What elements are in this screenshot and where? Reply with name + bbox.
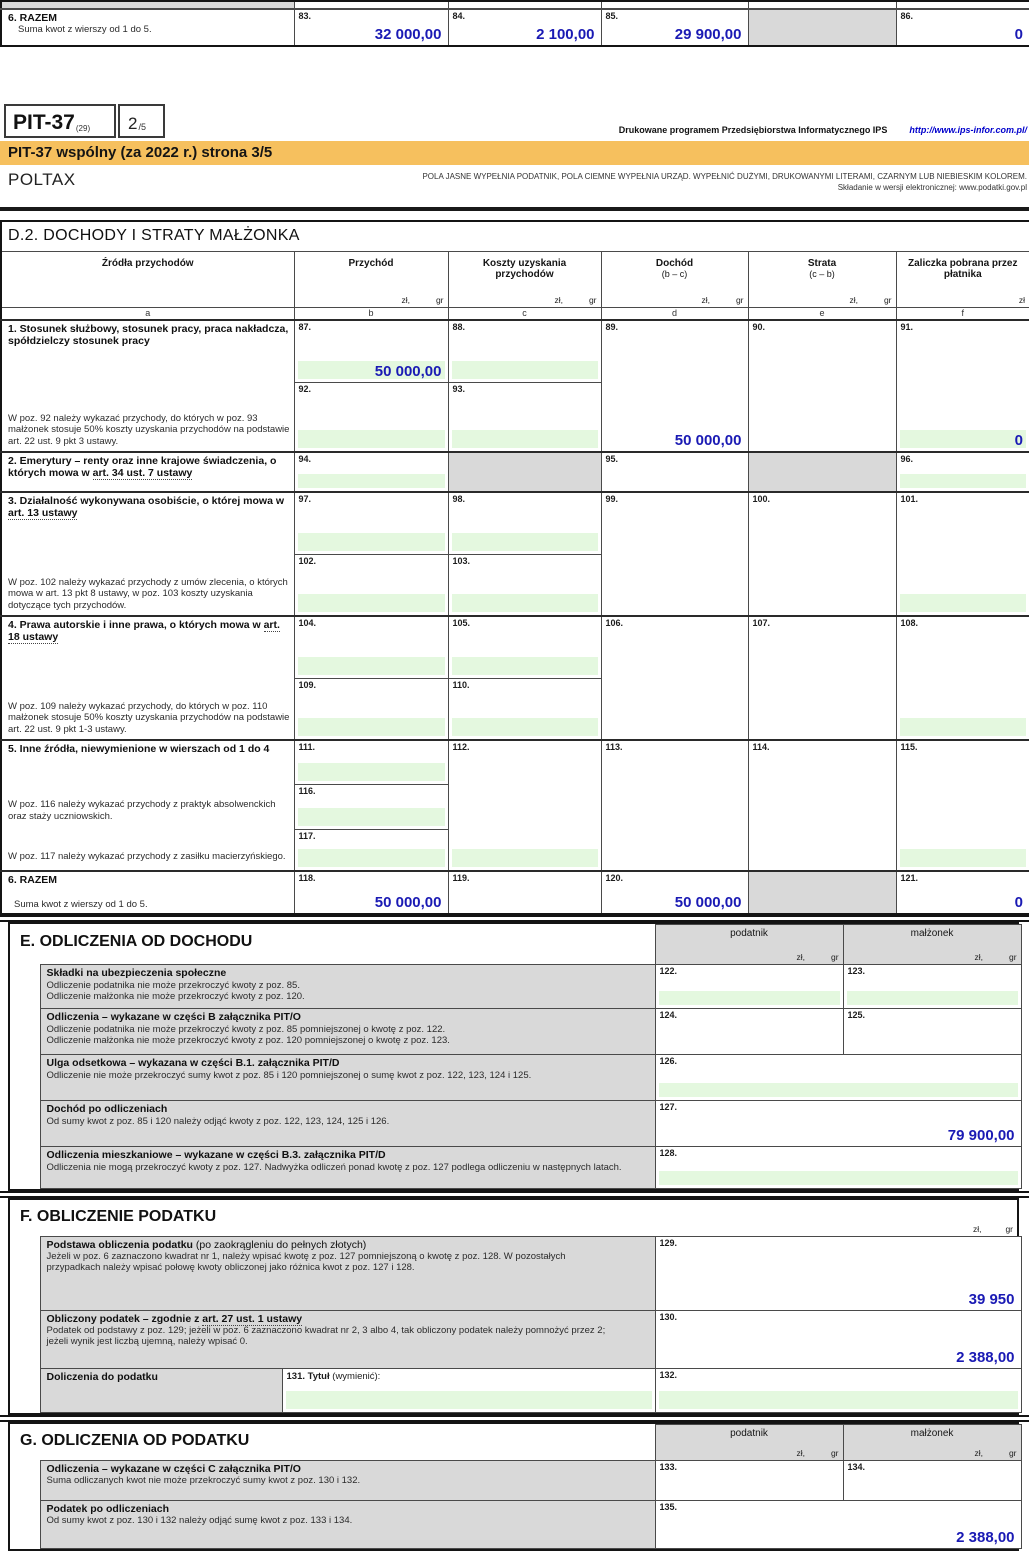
row-title: Podstawa obliczenia podatku (po zaokrągleniu do pełnych złotych) [46,1238,367,1251]
input-strip [298,657,445,675]
col-letter-c: c [448,307,601,320]
row-note: W poz. 102 należy wykazać przychody z umów zlecenia, o których mowa w art. 13 pkt 8 ustawy, w poz. 103 koszty uzyskania dotyczące tych przychodów. [8,576,288,611]
field-number: 110. [452,679,470,690]
row-note: Suma odliczanych kwot nie może przekroczyć sumy kwot z poz. 130 i 132. [46,1475,361,1487]
row-note: Odliczenie małżonka nie może przekroczyć kwoty z poz. 120. [46,990,305,1002]
field-number: 92. [298,383,312,394]
field-number: 129. [659,1237,678,1248]
field-110[interactable] [448,678,601,740]
field-91[interactable] [896,320,1029,452]
input-strip [452,430,598,448]
e-row5-label [40,1147,655,1189]
input-strip [900,594,1027,612]
field-102[interactable] [294,554,448,616]
field-88[interactable] [448,320,601,382]
d1-strip-f[interactable] [896,1,1029,9]
field-number: 89. [605,322,619,332]
e-row2-label [40,1009,655,1055]
field-number: 125. [847,1010,866,1020]
row-title: 2. Emerytury – renty oraz inne krajowe świadczenia, o których mowa w art. 34 ust. 7 ustawy [8,455,277,480]
f-row3-label [40,1368,282,1412]
row-note: Odliczenie nie może przekroczyć sumy kwot z poz. 85 i 120 pomniejszonej o sumę kwot z poz. 122, 123, 124 i 125. [46,1069,532,1081]
gutter [10,1368,40,1412]
field-value: 79 900,00 [947,1127,1015,1144]
input-strip [900,474,1027,488]
field-number: 98. [452,494,466,504]
row-title: Odliczenia – wykazane w części C załącznika PIT/O [46,1462,301,1475]
field-number: 94. [298,454,312,464]
field-value: 2 100,00 [536,26,595,43]
d2-row5-label [1,740,294,871]
law-reference: art. 18 ustawy [8,619,280,644]
razem-title: 6. RAZEM [8,12,58,24]
field-number: 113. [605,742,623,752]
column-header-podatnik: podatnik zł, gr [655,925,843,965]
e-row3-label [40,1055,655,1101]
row-note: Jeżeli w poz. 6 zaznaczono kwadrat nr 1, należy wpisać kwotę z poz. 127 pomniejszoną o kwotę z poz. 128. W pozostałych przypadkach należy wpisać połowę kwoty obliczonej jako różnica kwot z poz. 127 i 128. [46,1251,566,1274]
d1-strip-d [601,1,748,9]
field-87[interactable] [294,320,448,382]
row-note: W poz. 117 należy wykazać przychody z zasiłku macierzyńskiego. [8,850,286,862]
field-number: 114. [752,742,770,752]
d1-table-fragment [0,0,1029,47]
print-info-row [619,125,1027,135]
field-132[interactable] [655,1368,1021,1412]
field-number: 108. [900,618,919,628]
gutter [10,1101,40,1147]
field-number: 122. [659,966,678,976]
field-131[interactable] [282,1368,655,1412]
razem-subtitle: Suma kwot z wierszy od 1 do 5. [18,24,152,36]
section-e [8,922,1019,1191]
input-strip [659,991,840,1005]
field-number: 103. [452,555,471,566]
field-number: 87. [298,322,312,332]
field-97[interactable] [294,492,448,554]
blocked-cell [748,452,896,492]
field-119 [448,871,601,914]
field-number: 135. [659,1501,678,1512]
field-number: 85. [605,11,619,21]
field-number: 134. [847,1461,866,1472]
efiling-note: Składanie w wersji elektronicznej: www.podatki.gov.pl [837,183,1027,192]
fill-instructions-line1: POLA JASNE WYPEŁNIA PODATNIK, POLA CIEMNE WYPEŁNIA URZĄD. WYPEŁNIĆ DUŻYMI, DRUKOWANYMI LITERAMI, CZARNYM LUB NIEBIESKIM KOLOREM. [422,172,1027,181]
row-note: Od sumy kwot z poz. 130 i 132 należy odjąć sumę kwot z poz. 133 i 134. [46,1515,353,1527]
field-134 [843,1460,1021,1500]
field-number: 124. [659,1010,678,1020]
input-strip [900,849,1027,867]
d1-razem-row [1,9,1029,46]
row-title: 5. Inne źródła, niewymienione w wierszach od 1 do 4 [8,743,270,755]
field-number: 133. [659,1461,678,1472]
col-letter-a: a [1,307,294,320]
field-123[interactable] [843,965,1021,1009]
field-number: 120. [605,873,624,883]
e-row1-label [40,965,655,1009]
law-reference: art. 13 ustawy [8,507,78,520]
field-number: 126. [659,1056,678,1066]
field-number: 107. [752,618,771,628]
field-128[interactable] [655,1147,1021,1189]
column-header-strata: Strata (c – b) zł, gr [748,251,896,307]
field-number: 84. [452,11,466,21]
field-122[interactable] [655,965,843,1009]
gutter [10,1009,40,1055]
g-row1-label [40,1460,655,1500]
field-86 [896,9,1029,46]
field-90 [748,320,896,452]
d1-strip-e [748,1,896,9]
input-strip [659,1391,1018,1409]
field-112[interactable] [448,740,601,871]
field-number: 90. [752,322,766,332]
section-rule [0,207,1029,211]
row-title: Podatek po odliczeniach [46,1502,170,1515]
field-104[interactable] [294,616,448,678]
field-92[interactable] [294,382,448,452]
fill-instructions [167,171,1027,193]
field-number: 95. [605,454,619,464]
gutter [10,1310,40,1368]
field-number: 99. [605,494,619,504]
row-note: Odliczenie małżonka nie może przekroczyć kwoty z poz. 120 pomniejszonej o kwotę z poz. 123. [46,1034,450,1046]
input-strip [452,718,598,736]
d1-strip-label [1,1,294,9]
field-number: 117. [298,830,316,841]
input-strip [452,533,598,551]
input-strip [847,991,1018,1005]
input-strip [298,808,445,826]
d1-strip-b[interactable] [294,1,448,9]
gutter [10,1460,40,1500]
field-98[interactable] [448,492,601,554]
field-number: 112. [452,742,470,752]
razem-title: 6. RAZEM [8,874,58,886]
field-126[interactable] [655,1055,1021,1101]
input-strip [900,718,1027,736]
column-header-zaliczka: Zaliczka pobrana przez płatnika zł [896,251,1029,307]
field-number: 123. [847,966,866,976]
section-f-title: F. OBLICZENIE PODATKU [20,1208,217,1225]
input-strip [659,1083,1018,1097]
field-111[interactable] [294,740,448,784]
section-e-title: E. ODLICZENIA OD DOCHODU [20,932,253,950]
column-header-zrodla: Źródła przychodów [1,251,294,307]
print-url-link[interactable]: http://www.ips-infor.com.pl/ [909,125,1027,135]
col-letter-f: f [896,307,1029,320]
field-133 [655,1460,843,1500]
field-120 [601,871,748,914]
row-note: W poz. 109 należy wykazać przychody, do których w poz. 110 małżonek stosuje 50% koszty uzyskania przychodów na podstawie art. 22 ust. 9 pkt 1-3 ustawy. [8,700,290,735]
field-125 [843,1009,1021,1055]
d2-section-title: D.2. DOCHODY I STRATY MAŁŻONKA [1,221,1029,251]
field-131-caption: 131. Tytuł (wymienić): [286,1370,381,1382]
f-row2-label [40,1310,655,1368]
section-f [8,1198,1019,1415]
column-header-przychod: Przychód zł, gr [294,251,448,307]
d2-column-headers [1,251,1029,307]
gutter [10,1147,40,1189]
field-number: 115. [900,742,918,752]
field-101[interactable] [896,492,1029,616]
input-strip [452,657,598,675]
input-strip [659,1171,1018,1185]
field-value: 29 900,00 [674,26,742,43]
row-title: Doliczenia do podatku [46,1370,158,1383]
e-row4-label [40,1101,655,1147]
d2-letter-row [1,307,1029,320]
field-130 [655,1310,1021,1368]
field-value: 39 950 [968,1290,1015,1308]
input-strip [298,594,445,612]
field-value: 50 000,00 [674,894,742,911]
row-title: Obliczony podatek – zgodnie z art. 27 ust. 1 ustawy [46,1312,303,1325]
form-banner: PIT-37 wspólny (za 2022 r.) strona 3/5 [0,141,1029,165]
field-value: 0 [1014,894,1023,911]
col-letter-e: e [748,307,896,320]
field-115[interactable] [896,740,1029,871]
col-letter-b: b [294,307,448,320]
section-g [8,1422,1019,1551]
field-127 [655,1101,1021,1147]
field-value: 50 000,00 [674,432,742,449]
column-header-podatnik: podatnik zł, gr [655,1424,843,1460]
page-total: /5 [138,122,146,132]
row-note: Podatek od podstawy z poz. 129; jeżeli w poz. 6 zaznaczono kwadrat nr 2, 3 albo 4, tak obliczony podatek należy pomnożyć przez 2; jeżeli wynik jest liczbą ujemną, należy wpisać 0. [46,1325,606,1348]
field-96[interactable] [896,452,1029,492]
field-number: 119. [452,873,470,883]
row-title: 1. Stosunek służbowy, stosunek pracy, praca nakładcza, spółdzielczy stosunek pracy [8,323,289,348]
field-109[interactable] [294,678,448,740]
input-strip [298,430,445,448]
input-strip [298,849,445,867]
field-value: 0 [1014,26,1023,43]
field-number: 86. [900,11,914,21]
input-strip [298,763,445,781]
page-number: 2 [128,114,138,133]
print-note: Drukowane programem Przedsiębiorstwa Informatycznego IPS [618,125,888,135]
field-105[interactable] [448,616,601,678]
blocked-cell [748,871,896,914]
field-114 [748,740,896,871]
row-note: Odliczenie podatnika nie może przekroczyć kwoty z poz. 85 pomniejszonej o kwotę z poz. 122. [46,1023,446,1035]
field-124 [655,1009,843,1055]
row-title: Ulga odsetkowa – wykazana w części B.1. załącznika PIT/D [46,1057,340,1069]
field-number: 93. [452,383,466,394]
column-header-koszty: Koszty uzyskania przychodów zł, gr [448,251,601,307]
f-units: zł, gr [972,1223,1013,1234]
d2-razem-label [1,871,294,914]
row-title: 4. Prawa autorskie i inne prawa, o których mowa w art. 18 ustawy [8,619,280,644]
field-117[interactable] [294,829,448,871]
field-number: 102. [298,555,317,566]
gutter [10,1055,40,1101]
page-number-box [118,104,165,138]
field-value: 2 388,00 [956,1348,1015,1366]
column-header-dochod: Dochód (b – c) zł, gr [601,251,748,307]
law-reference: art. 27 ust. 1 ustawy [202,1312,303,1325]
razem-subtitle: Suma kwot z wierszy od 1 do 5. [14,898,148,910]
gutter [10,965,40,1009]
field-84 [448,9,601,46]
field-number: 105. [452,618,471,628]
field-number: 106. [605,618,624,628]
field-106 [601,616,748,740]
input-strip [286,1391,652,1409]
field-94[interactable] [294,452,448,492]
row-title: Odliczenia – wykazane w części B załącznika PIT/O [46,1011,301,1023]
law-reference: art. 34 ust. 7 ustawy [92,467,193,480]
field-number: 118. [298,873,316,883]
row-title: Odliczenia mieszkaniowe – wykazane w części B.3. załącznika PIT/D [46,1149,386,1161]
field-number: 127. [659,1102,678,1112]
row-title: Składki na ubezpieczenia społeczne [46,967,227,979]
f-row1-label [40,1236,655,1310]
field-83 [294,9,448,46]
field-85 [601,9,748,46]
blocked-cell [448,452,601,492]
field-89 [601,320,748,452]
field-number: 111. [298,742,316,752]
field-100 [748,492,896,616]
field-99 [601,492,748,616]
form-variant: (29) [75,124,91,133]
field-103[interactable] [448,554,601,616]
g-row2-label [40,1500,655,1548]
row-note: W poz. 116 należy wykazać przychody z praktyk absolwenckich oraz staży uczniowskich. [8,799,276,822]
field-93[interactable] [448,382,601,452]
field-129 [655,1236,1021,1310]
row-note: Odliczenie podatnika nie może przekroczyć kwoty z poz. 85. [46,979,300,991]
input-strip [298,474,445,488]
blocked-cell [748,9,896,46]
d1-razem-label [1,9,294,46]
input-strip [298,718,445,736]
input-strip [452,361,598,379]
field-113 [601,740,748,871]
field-116[interactable] [294,784,448,829]
d2-table [0,220,1029,915]
field-number: 130. [659,1311,678,1322]
field-number: 121. [900,873,919,883]
field-95 [601,452,748,492]
col-letter-d: d [601,307,748,320]
field-value: 50 000,00 [374,894,442,911]
input-strip [452,594,598,612]
field-value: 50 000,00 [374,362,442,380]
column-header-malzonek: małżonek zł, gr [843,925,1021,965]
gutter [10,1500,40,1548]
row-note: W poz. 92 należy wykazać przychody, do których w poz. 93 małżonek stosuje 50% koszty uzyskania przychodów na podstawie art. 22 ust. 9 pkt 3 ustawy. [8,412,290,447]
d2-row3-label [1,492,294,616]
poltax-label: POLTAX [8,170,76,189]
field-number: 109. [298,679,317,690]
field-value: 32 000,00 [374,26,442,43]
d2-row2-label [1,452,294,492]
input-strip [298,533,445,551]
section-divider [0,1191,1029,1198]
field-number: 104. [298,618,317,628]
section-g-title: G. ODLICZENIA OD PODATKU [20,1432,250,1449]
d2-row4-label [1,616,294,740]
row-title: Dochód po odliczeniach [46,1103,168,1115]
field-108[interactable] [896,616,1029,740]
field-number: 91. [900,322,914,332]
field-number: 116. [298,785,316,796]
field-number: 101. [900,494,919,504]
field-135 [655,1500,1021,1548]
field-number: 96. [900,454,914,464]
section-divider [0,1415,1029,1422]
field-number: 132. [659,1369,678,1380]
field-number: 100. [752,494,771,504]
input-strip [452,849,598,867]
field-118 [294,871,448,914]
row-note: Od sumy kwot z poz. 85 i 120 należy odjąć kwoty z poz. 122, 123, 124, 125 i 126. [46,1115,390,1127]
d2-row1-label [1,320,294,452]
row-note: Odliczenia nie mogą przekroczyć kwoty z poz. 127. Nadwyżka odliczeń ponad kwotę z poz. 127 podlega odliczeniu w następnych latach. [46,1161,622,1173]
form-code-box [4,104,116,138]
field-number: 128. [659,1148,678,1158]
form-code: PIT-37 [13,111,75,134]
field-number: 83. [298,11,312,21]
d1-strip-c[interactable] [448,1,601,9]
section-divider [0,915,1029,922]
field-number: 97. [298,494,312,504]
row-title: 3. Działalność wykonywana osobiście, o której mowa w art. 13 ustawy [8,495,285,520]
field-121 [896,871,1029,914]
field-value: 0 [1014,432,1023,449]
field-107 [748,616,896,740]
d1-row5-bottom-strip [1,1,1029,9]
input-strip [900,430,1027,448]
column-header-malzonek: małżonek zł, gr [843,1424,1021,1460]
field-value: 2 388,00 [956,1528,1015,1546]
gutter [10,1236,40,1310]
page-header [0,47,1029,220]
field-number: 88. [452,322,466,332]
